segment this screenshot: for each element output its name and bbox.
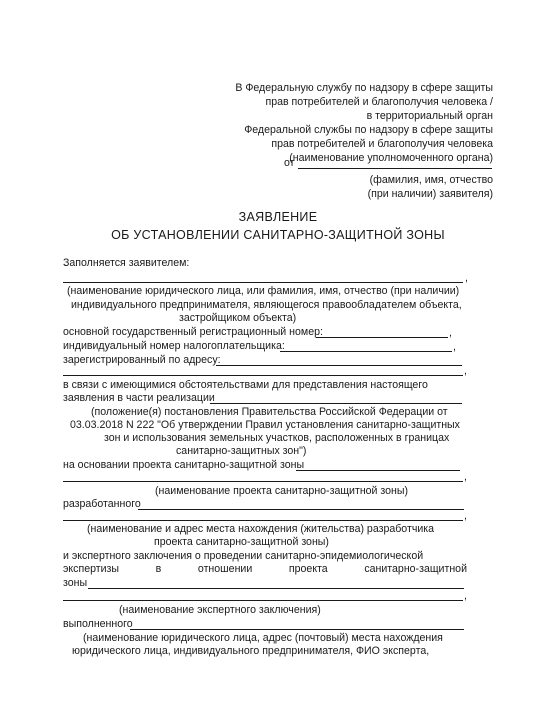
- decree-hint-1: (положение(я) постановления Правительства Российской Федерации от: [91, 406, 448, 418]
- inn-line: [280, 351, 452, 352]
- applicant-hint-2: (при наличии) заявителя): [367, 188, 493, 200]
- applicant-hint-line-1: (наименование юридического лица, или фамилия, имя, отчество (при наличии): [67, 285, 460, 297]
- ogrn-line: [316, 337, 448, 338]
- expert-word: проекта: [288, 563, 328, 575]
- expert-conclusion-line-2: [63, 600, 463, 601]
- circumstances-line-2: заявления в части реализации: [63, 392, 215, 404]
- developer-line-2: [63, 520, 463, 521]
- project-hint: (наименование проекта санитарно-защитной зоны): [155, 485, 409, 497]
- comma: ,: [449, 327, 452, 339]
- decree-hint-3: зон и использования земельных участков, расположенных в границах: [104, 432, 450, 444]
- performed-label: выполненного: [63, 618, 133, 630]
- expert-conclusion-line: [88, 588, 464, 589]
- expert-word: отношении: [197, 563, 253, 575]
- applicant-hint-1: (фамилия, имя, отчество: [369, 174, 493, 186]
- comma: ,: [464, 365, 467, 377]
- addressee-line-5: прав потребителей и благополучия человека: [271, 138, 493, 150]
- decree-hint-4: санитарно-защитных зон"): [176, 445, 307, 457]
- addressee-line-2: прав потребителей и благополучия человека /: [265, 96, 493, 108]
- comma: ,: [464, 590, 467, 602]
- project-line: [296, 470, 460, 471]
- performer-hint-1: (наименование юридического лица, адрес (почтовый) места нахождения: [83, 632, 443, 644]
- expert-line-2: [63, 563, 467, 576]
- document-subtitle: ОБ УСТАНОВЛЕНИИ САНИТАРНО-ЗАЩИТНОЙ ЗОНЫ: [111, 228, 445, 242]
- address-line-2: [63, 375, 463, 376]
- addressee-line-6: (наименование уполномоченного органа): [289, 152, 493, 164]
- expert-line-1: и экспертного заключения о проведении санитарно-эпидемиологической: [63, 550, 424, 562]
- filled-by-label: Заполняется заявителем:: [63, 257, 190, 269]
- from-label: от: [284, 157, 295, 169]
- developer-hint-1: (наименование и адрес места нахождения (жительства) разработчика: [87, 523, 435, 535]
- document-title: ЗАЯВЛЕНИЕ: [238, 210, 318, 224]
- developed-label: разработанного: [63, 498, 141, 510]
- circumstances-line-1: в связи с имеющимися обстоятельствами для представления настоящего: [63, 379, 428, 391]
- comma: ,: [464, 471, 467, 483]
- developer-line: [138, 509, 464, 510]
- address-label: зарегистрированный по адресу:: [63, 354, 221, 366]
- addressee-line-3: в территориальный орган: [366, 110, 493, 122]
- comma: ,: [464, 510, 467, 522]
- implementation-line: [210, 403, 462, 404]
- expert-word: в: [155, 563, 162, 575]
- ogrn-label: основной государственный регистрационный номер:: [63, 326, 323, 338]
- address-line: [216, 365, 462, 366]
- applicant-name-line: [298, 168, 492, 169]
- expert-hint: (наименование экспертного заключения): [119, 604, 321, 616]
- addressee-line-1: В Федеральную службу по надзору в сфере защиты: [235, 82, 493, 94]
- applicant-hint-line-3: застройщиком объекта): [179, 312, 297, 324]
- comma: ,: [453, 341, 456, 353]
- comma: ,: [465, 272, 468, 284]
- zone-label: зоны: [63, 577, 88, 589]
- expert-word: экспертизы: [63, 563, 119, 575]
- addressee-line-4: Федеральной службы по надзору в сфере защиты: [244, 124, 493, 136]
- project-basis-label: на основании проекта санитарно-защитной зоны: [63, 459, 305, 471]
- applicant-hint-line-2: индивидуального предпринимателя, являющегося правообладателем объекта,: [71, 299, 462, 311]
- applicant-line: [63, 282, 463, 283]
- performer-line: [130, 629, 464, 630]
- developer-hint-2: проекта санитарно-защитной зоны): [154, 536, 329, 548]
- performer-hint-2: юридического лица, индивидуального предпринимателя, ФИО эксперта,: [72, 645, 430, 657]
- decree-hint-2: 03.03.2018 N 222 "Об утверждении Правил установления санитарно-защитных: [70, 419, 460, 431]
- expert-word: санитарно-защитной: [364, 563, 467, 575]
- project-line-2: [63, 481, 463, 482]
- inn-label: индивидуальный номер налогоплательщика:: [63, 340, 285, 352]
